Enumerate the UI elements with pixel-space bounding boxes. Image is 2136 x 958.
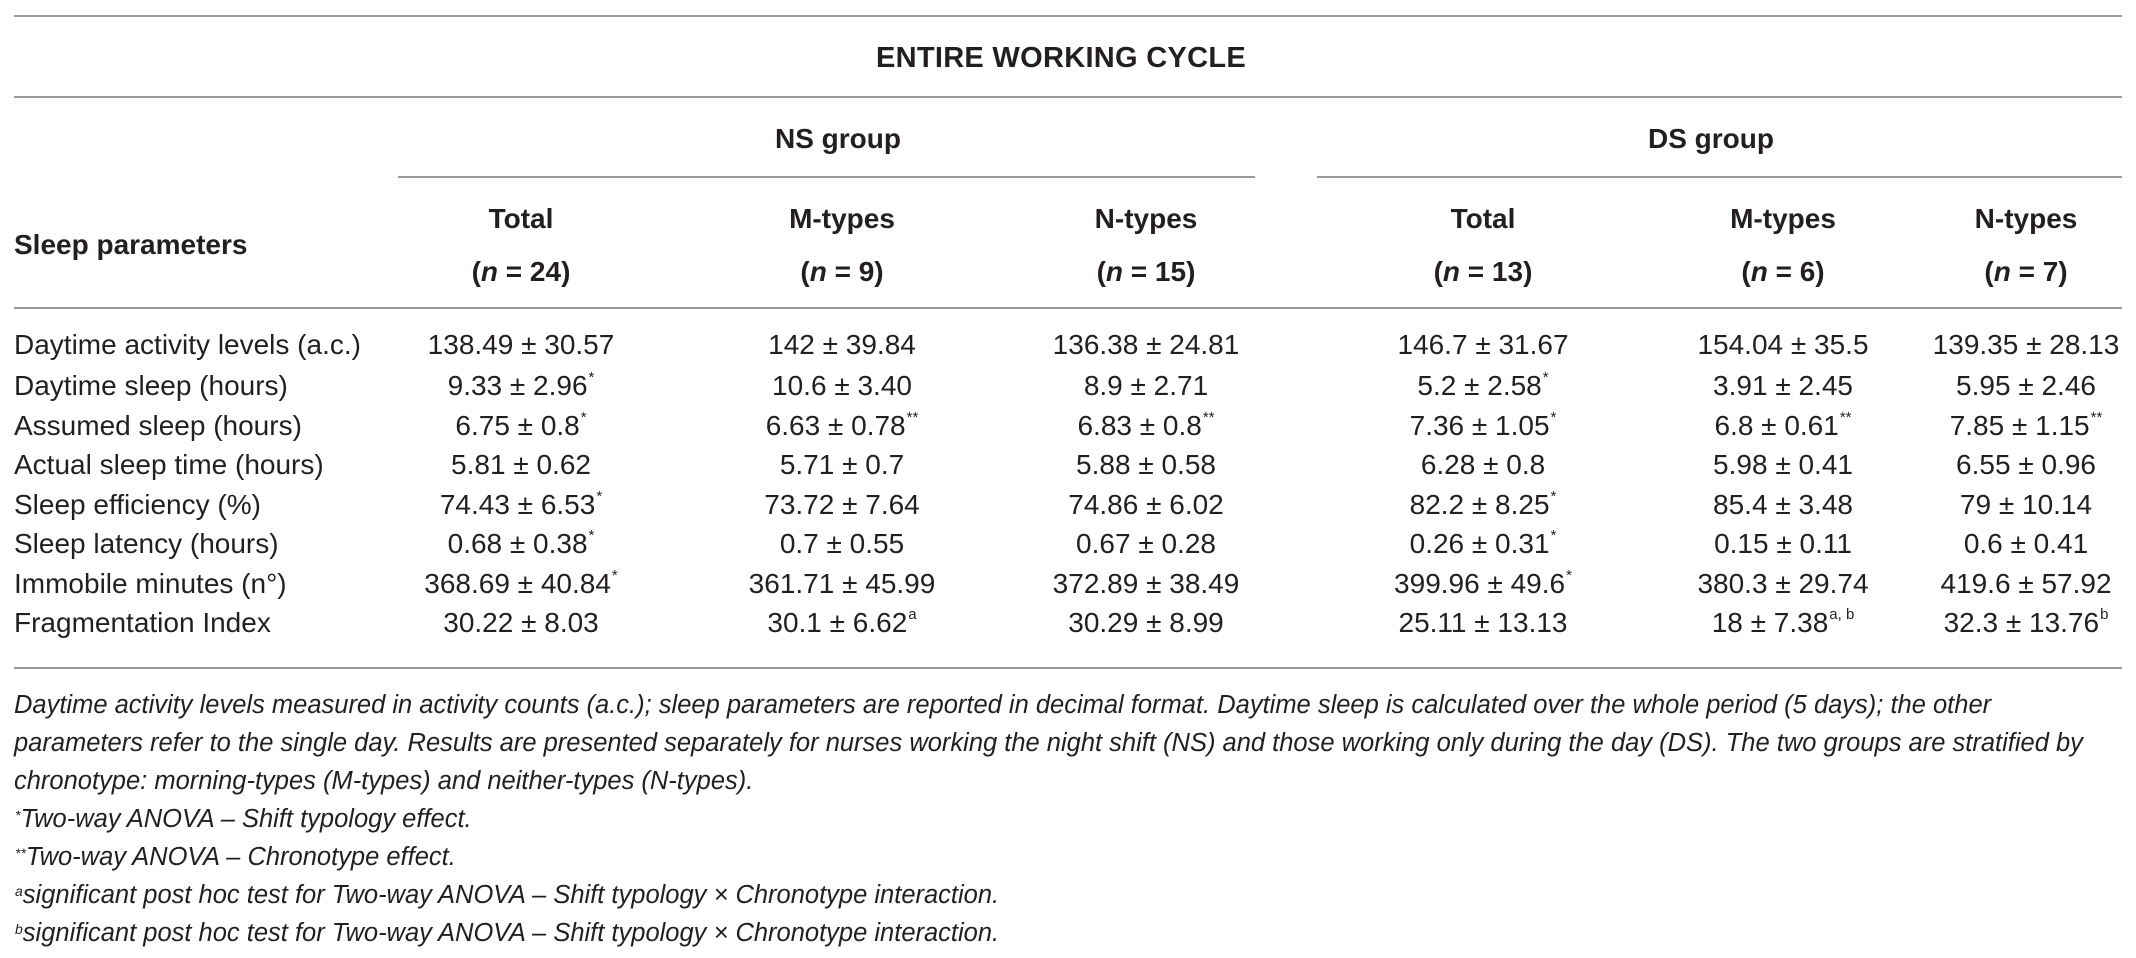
table-cell: 7.85 ± 1.15** xyxy=(1949,409,2103,441)
table-cell: 372.89 ± 38.49 xyxy=(1052,568,1240,599)
row-label: Sleep latency (hours) xyxy=(14,528,279,559)
column-header-n: (n = 15) xyxy=(1096,256,1196,287)
column-header-label: M-types xyxy=(789,203,895,234)
row-label: Daytime activity levels (a.c.) xyxy=(14,329,361,360)
table-cell: $18 \pm 7.38^{a, b}$ xyxy=(1711,606,1855,638)
table-cell: 30.22 ± 8.03 xyxy=(443,607,599,638)
footnote: *Two-way ANOVA – Shift typology effect. xyxy=(15,805,472,833)
footnote-marker: * xyxy=(1550,527,1557,544)
table-cell: 0.7 ± 0.55 xyxy=(779,528,905,559)
table-cell: 6.75 ± 0.8* xyxy=(455,409,587,441)
footnote-marker: ** xyxy=(1839,409,1852,426)
table-cell: 79 ± 10.14 xyxy=(1959,489,2093,520)
table-top-rule xyxy=(14,15,2122,17)
table-cell: 139.35 ± 28.13 xyxy=(1932,329,2120,360)
footnote-marker: * xyxy=(580,409,587,426)
footnote-marker: * xyxy=(588,527,595,544)
table-cell: 74.43 ± 6.53* xyxy=(439,488,603,520)
table-cell: 6.8 ± 0.61** xyxy=(1714,409,1852,441)
table-footnotes xyxy=(14,686,2124,952)
table-cell: 136.38 ± 24.81 xyxy=(1052,329,1240,360)
column-header-n: (n = 24) xyxy=(471,256,571,287)
row-label: Assumed sleep (hours) xyxy=(14,410,302,441)
footnote-marker: * xyxy=(611,567,618,584)
table-cell: 32.3 ± 13.76$^b$ xyxy=(1943,606,2109,638)
table-title: ENTIRE WORKING CYCLE xyxy=(875,42,1247,74)
row-label: Fragmentation Index xyxy=(14,607,271,638)
table-cell: 5.98 ± 0.41 xyxy=(1713,449,1853,480)
table-cell: 5.71 ± 0.7 xyxy=(779,449,905,480)
footnote-description: Daytime activity levels measured in activity counts (a.c.); sleep parameters are reported in decimal format. Daytime sleep is calculated over the whole period (5 days); the other parameters refer to the single day. Results are presented separately for nurses working the night shift (NS) and those working only during the day (DS). The two groups are stratified by chronotype: morning-types (M-types) and neither-types (N-types). xyxy=(14,691,2083,795)
column-header-n: (n = 9) xyxy=(800,256,884,287)
footnote-marker: * xyxy=(1550,409,1557,426)
column-header-label: N-types xyxy=(1974,203,2078,234)
table-cell: 6.83 ± 0.8** xyxy=(1077,409,1215,441)
row-label: Immobile minutes (n°) xyxy=(14,568,287,599)
column-header-label: M-types xyxy=(1730,203,1836,234)
footnote-marker: * xyxy=(596,488,603,505)
footnote: $^b$significant post hoc test for Two-way ANOVA – Shift typology × Chronotype interaction. xyxy=(15,919,1000,947)
row-label: Daytime sleep (hours) xyxy=(14,370,288,401)
table-cell: 361.71 ± 45.99 xyxy=(748,568,936,599)
group-header-ds: DS group xyxy=(1648,123,1774,154)
table-cell: 7.36 ± 1.05* xyxy=(1409,409,1557,441)
column-header-label: Total xyxy=(1450,203,1516,234)
table-cell: 9.33 ± 2.96* xyxy=(447,369,595,401)
table-cell: 146.7 ± 31.67 xyxy=(1397,329,1569,360)
ns-group-rule xyxy=(398,176,1255,178)
ds-group-rule xyxy=(1317,176,2122,178)
column-header-n: (n = 7) xyxy=(1984,256,2068,287)
row-header: Sleep parameters xyxy=(14,229,248,260)
column-header-n: (n = 13) xyxy=(1433,256,1533,287)
table-cell: 6.55 ± 0.96 xyxy=(1956,449,2096,480)
table-cell: 0.67 ± 0.28 xyxy=(1076,528,1216,559)
table-cell: 74.86 ± 6.02 xyxy=(1068,489,1224,520)
table-cell: 5.95 ± 2.46 xyxy=(1956,370,2096,401)
table-cell: 30.29 ± 8.99 xyxy=(1068,607,1224,638)
table-cell: 5.2 ± 2.58* xyxy=(1417,369,1549,401)
column-header-n: (n = 6) xyxy=(1741,256,1825,287)
table-cell: 380.3 ± 29.74 xyxy=(1697,568,1869,599)
table-cell: 0.68 ± 0.38* xyxy=(447,527,595,559)
group-header-ns: NS group xyxy=(775,123,901,154)
table-cell: 0.15 ± 0.11 xyxy=(1714,528,1852,559)
table-cell: 138.49 ± 30.57 xyxy=(427,329,615,360)
table-cell: 154.04 ± 35.5 xyxy=(1697,329,1869,360)
footnote-marker: b xyxy=(2100,606,2109,623)
table-cell: 6.28 ± 0.8 xyxy=(1420,449,1546,480)
table-cell: 368.69 ± 40.84* xyxy=(424,567,618,599)
table-cell: 0.26 ± 0.31* xyxy=(1409,527,1557,559)
table-bottom-rule xyxy=(14,667,2122,669)
table-cell: 5.88 ± 0.58 xyxy=(1076,449,1216,480)
table-cell: 30.1 ± 6.62$^a$ xyxy=(767,606,917,638)
footnote-marker: * xyxy=(1550,488,1557,505)
column-header-label: N-types xyxy=(1094,203,1198,234)
table-cell: 10.6 ± 3.40 xyxy=(772,370,912,401)
title-rule xyxy=(14,96,2122,98)
table-cell: 3.91 ± 2.45 xyxy=(1713,370,1853,401)
header-bottom-rule xyxy=(14,307,2122,309)
footnote-marker: a, b xyxy=(1829,606,1855,623)
footnote: **Two-way ANOVA – Chronotype effect. xyxy=(15,843,456,871)
row-label: Sleep efficiency (%) xyxy=(14,489,261,520)
table-cell: 5.81 ± 0.62 xyxy=(451,449,591,480)
table-cell: 142 ± 39.84 xyxy=(768,329,916,360)
row-label: Actual sleep time (hours) xyxy=(14,449,324,480)
footnote-marker: ** xyxy=(2090,409,2103,426)
table-cell: 0.6 ± 0.41 xyxy=(1963,528,2089,559)
footnote-marker: * xyxy=(1566,567,1572,584)
table-cell: 73.72 ± 7.64 xyxy=(764,489,920,520)
footnote-list xyxy=(14,800,2124,952)
footnote: $^a$significant post hoc test for Two-way ANOVA – Shift typology × Chronotype interaction. xyxy=(15,881,1000,909)
table-cell: 419.6 ± 57.92 xyxy=(1940,568,2112,599)
footnote-marker: * xyxy=(588,369,595,386)
footnote-marker: a xyxy=(908,606,917,623)
column-header-label: Total xyxy=(488,203,554,234)
footnote-marker: * xyxy=(1542,369,1549,386)
footnote-marker: ** xyxy=(1202,409,1215,426)
table-cell: 85.4 ± 3.48 xyxy=(1713,489,1853,520)
table-cell: 82.2 ± 8.25* xyxy=(1409,488,1557,520)
footnote-marker: ** xyxy=(906,409,919,426)
table-cell: 399.96 ± 49.6* xyxy=(1394,567,1572,599)
table-cell: 25.11 ± 13.13 xyxy=(1398,607,1568,638)
table-cell: 8.9 ± 2.71 xyxy=(1083,370,1209,401)
table-cell: 6.63 ± 0.78** xyxy=(765,409,919,441)
